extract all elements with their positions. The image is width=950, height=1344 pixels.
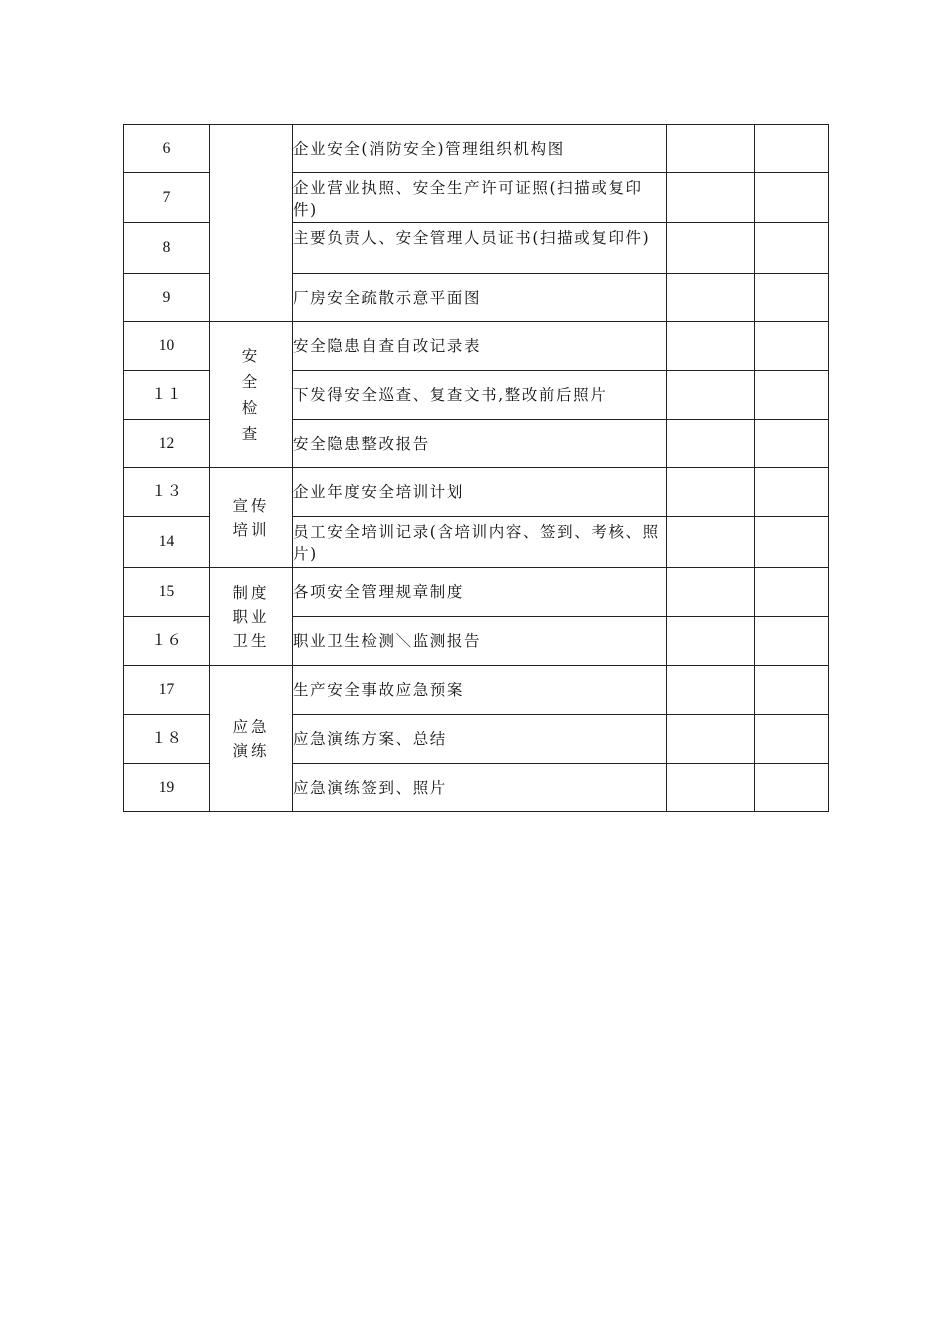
- row-item: 安全隐患整改报告: [293, 420, 667, 468]
- row-item: 职业卫生检测＼监测报告: [293, 617, 667, 666]
- row-item: 下发得安全巡查、复查文书,整改前后照片: [293, 371, 667, 420]
- row-number: 8: [124, 223, 210, 274]
- blank-cell: [667, 715, 755, 764]
- row-number: 17: [124, 666, 210, 715]
- blank-cell: [667, 173, 755, 223]
- row-number: １６: [124, 617, 210, 666]
- category-cell: [210, 322, 293, 468]
- blank-cell: [667, 274, 755, 322]
- row-number: 9: [124, 274, 210, 322]
- blank-cell: [755, 617, 829, 666]
- blank-cell: [667, 420, 755, 468]
- checklist-table: [123, 124, 829, 812]
- blank-cell: [755, 274, 829, 322]
- blank-cell: [755, 173, 829, 223]
- row-number: 14: [124, 517, 210, 568]
- row-item: 企业营业执照、安全生产许可证照(扫描或复印件): [293, 173, 667, 223]
- table-row: [124, 322, 829, 371]
- category-cell: [210, 666, 293, 812]
- blank-cell: [755, 125, 829, 173]
- blank-cell: [667, 568, 755, 617]
- category-cell-empty: [210, 125, 293, 322]
- row-item: 安全隐患自查自改记录表: [293, 322, 667, 371]
- row-item: 应急演练方案、总结: [293, 715, 667, 764]
- blank-cell: [667, 666, 755, 715]
- blank-cell: [755, 517, 829, 568]
- row-item: 主要负责人、安全管理人员证书(扫描或复印件): [293, 223, 667, 274]
- table-row: [124, 666, 829, 715]
- blank-cell: [755, 420, 829, 468]
- category-label: 应急 演练: [232, 717, 270, 760]
- blank-cell: [755, 223, 829, 274]
- blank-cell: [667, 371, 755, 420]
- blank-cell: [667, 223, 755, 274]
- blank-cell: [755, 371, 829, 420]
- row-number: 10: [124, 322, 210, 371]
- row-item: 应急演练签到、照片: [293, 764, 667, 812]
- category-cell: [210, 568, 293, 666]
- row-item: 企业年度安全培训计划: [293, 468, 667, 517]
- category-label: 宣传 培训: [232, 496, 270, 539]
- row-item: 厂房安全疏散示意平面图: [293, 274, 667, 322]
- category-label: 制度 职业 卫生: [232, 583, 270, 650]
- blank-cell: [755, 666, 829, 715]
- row-number: 6: [124, 125, 210, 173]
- row-item: 生产安全事故应急预案: [293, 666, 667, 715]
- blank-cell: [755, 322, 829, 371]
- blank-cell: [755, 568, 829, 617]
- blank-cell: [667, 617, 755, 666]
- row-number: １１: [124, 371, 210, 420]
- blank-cell: [755, 468, 829, 517]
- blank-cell: [667, 322, 755, 371]
- row-item: 员工安全培训记录(含培训内容、签到、考核、照片): [293, 517, 667, 568]
- blank-cell: [667, 517, 755, 568]
- row-number: 19: [124, 764, 210, 812]
- row-item: 企业安全(消防安全)管理组织机构图: [293, 125, 667, 173]
- row-item: 各项安全管理规章制度: [293, 568, 667, 617]
- blank-cell: [755, 715, 829, 764]
- row-number: １８: [124, 715, 210, 764]
- category-cell: [210, 468, 293, 568]
- row-number: 15: [124, 568, 210, 617]
- row-number: 7: [124, 173, 210, 223]
- table-row: [124, 468, 829, 517]
- table-row: [124, 125, 829, 173]
- row-number: 12: [124, 420, 210, 468]
- blank-cell: [755, 764, 829, 812]
- blank-cell: [667, 468, 755, 517]
- category-label: 安 全 检 查: [241, 346, 261, 443]
- blank-cell: [667, 125, 755, 173]
- table-row: [124, 568, 829, 617]
- row-number: １３: [124, 468, 210, 517]
- blank-cell: [667, 764, 755, 812]
